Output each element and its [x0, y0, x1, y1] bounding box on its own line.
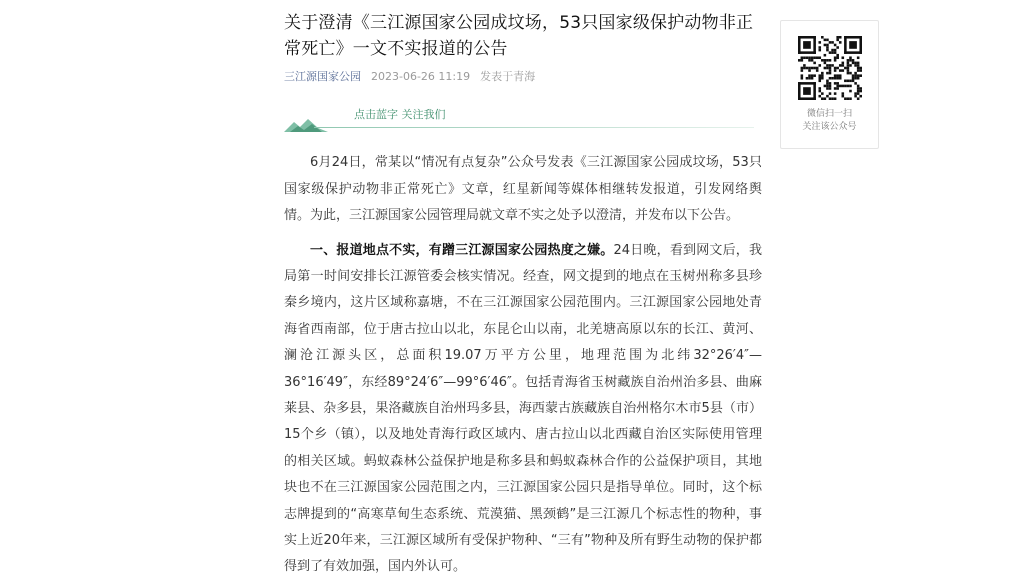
- paragraph-intro: 6月24日，常某以“情况有点复杂”公众号发表《三江源国家公园成坟场，53只国家级保护动物非正常死亡》文章，红星新闻等媒体相继转发报道，引发网络舆情。为此，三江源国家公园管理局就文章不实之处予以澄清，并发布以下公告。: [284, 155, 762, 223]
- article-title: 关于澄清《三江源国家公园成坟场，53只国家级保护动物非正常死亡》一文不实报道的公告: [284, 13, 754, 59]
- publish-location: 发表于青海: [480, 70, 536, 83]
- qr-caption-line1: 微信扫一扫: [806, 109, 852, 119]
- account-name-link[interactable]: 三江源国家公园: [284, 70, 361, 83]
- follow-banner[interactable]: [284, 106, 762, 132]
- paragraph-section-1: [284, 238, 762, 581]
- qr-code-icon[interactable]: [798, 36, 862, 100]
- banner-divider: [314, 127, 754, 128]
- article-meta: [284, 68, 762, 84]
- qr-card: [780, 20, 879, 149]
- mountain-icon: [284, 118, 328, 132]
- article: [284, 10, 762, 581]
- section-1-body: 24日晚，看到网文后，我局第一时间安排长江源管委会核实情况。经查，网文提到的地点在玉树州称多县珍秦乡境内，这片区域称嘉塘，不在三江源国家公园范围内。三江源国家公园地处青海省西南部，位于唐古拉山以北，东昆仑山以南，北羌塘高原以东的长江、黄河、澜沧江源头区，总面积19.07万平方公里，地理范围为北纬32°26′4″—36°16′49″，东经89°24′6″—99°6′46″。包括青海省玉树藏族自治州治多县、曲麻莱县、杂多县，果洛藏族自治州玛多县，海西蒙古族藏族自治州格尔木市5县（市）15个乡（镇），以及地处青海行政区域内、唐古拉山以北西藏自治区实际使用管理的相关区域。蚂蚁森林公益保护地是称多县和蚂蚁森林合作的公益保护项目，其地块也不在三江源国家公园范围之内，三江源国家公园只是指导单位。同时，这个标志牌提到的“高寒草甸生态系统、荒漠猫、黑颈鹤”是三江源几个标志性的物种，事实上近20年来，三江源区域所有受保护物种、“三有”物种及所有野生动物的保护都得到了有效加强，国内外认可。: [284, 242, 762, 575]
- publish-datetime: 2023-06-26 11:19: [371, 69, 471, 83]
- qr-caption-line2: 关注该公众号: [802, 122, 857, 132]
- section-1-heading: 一、报道地点不实，有蹭三江源国家公园热度之嫌。: [310, 242, 614, 258]
- follow-us-link[interactable]: 点击蓝字 关注我们: [354, 108, 446, 121]
- qr-caption: [781, 108, 878, 134]
